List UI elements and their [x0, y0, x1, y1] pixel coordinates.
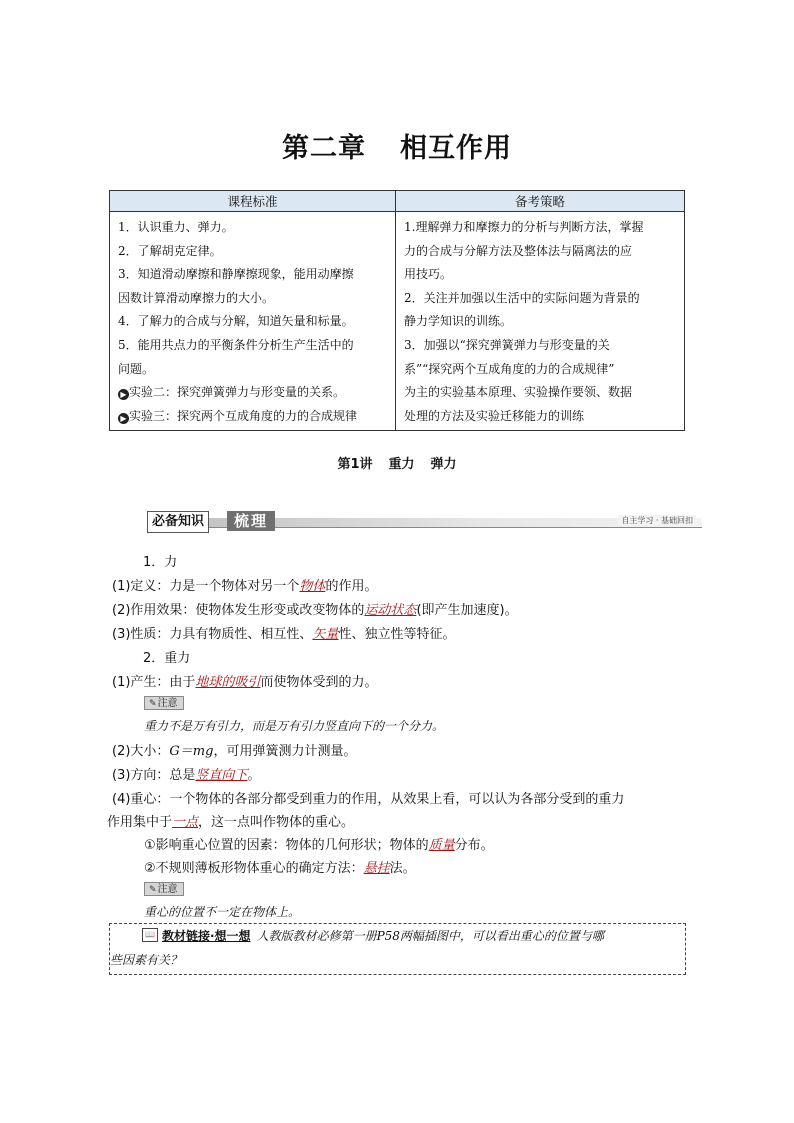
answer-blank: 运动状态 [364, 603, 417, 618]
standard-line: 因数计算滑动摩擦力的大小。 [118, 290, 275, 305]
answer-blank: 矢量 [312, 627, 339, 642]
experiment-line [118, 381, 389, 405]
answer-blank: 物体 [299, 579, 326, 594]
answer-blank: 悬挂 [363, 861, 390, 876]
strategy-line: 1.理解弹力和摩擦力的分析与判断方法，掌握 [404, 220, 644, 234]
strategy-line: 静力学知识的训练。 [404, 314, 513, 329]
textbook-link-text: 人教版教材必修第一册P58两幅插图中，可以看出重心的位置与哪 [256, 929, 604, 943]
banner-tag: 梳理 [227, 511, 275, 531]
exam-strategy-cell [396, 212, 685, 431]
chapter-name: 相互作用 [400, 133, 512, 164]
strategy-line: 处理的方法及实验迁移能力的训练 [404, 408, 585, 423]
experiment-bullet-icon: ▶ [118, 413, 129, 424]
text: (即产生加速度)。 [416, 603, 518, 618]
text: ，这一点叫作物体的重心。 [198, 815, 355, 830]
paragraph [112, 764, 260, 783]
standard-line: 4．了解力的合成与分解，知道矢量和标量。 [118, 314, 354, 329]
text: (1)产生：由于 [112, 675, 196, 690]
standard-line: 1．认识重力、弹力。 [118, 220, 234, 234]
lesson-topic-2: 弹力 [430, 457, 457, 472]
text: 。 [247, 768, 261, 783]
strategy-line: 系”“探究两个互成角度的力的合成规律” [404, 361, 615, 376]
paragraph [112, 740, 356, 759]
paragraph [144, 834, 494, 853]
answer-blank: 一点 [172, 815, 199, 830]
section-heading: 2．重力 [143, 651, 191, 666]
banner-subtitle: 自主学习 · 基础回扣 [618, 515, 696, 526]
section-heading: 1．力 [143, 555, 178, 570]
text: ②不规则薄板形物体重心的确定方法： [144, 861, 364, 876]
lesson-title [0, 453, 794, 472]
paragraph [107, 811, 354, 830]
curriculum-standard-cell [110, 212, 396, 431]
paragraph [112, 575, 377, 594]
text: 性、独立性等特征。 [338, 627, 456, 642]
header-curriculum-standard: 课程标准 [110, 191, 396, 212]
strategy-line: 2．关注并加强以生活中的实际问题为背景的 [404, 290, 640, 305]
note-pen-icon: ✎ [149, 699, 157, 709]
lesson-number: 第1讲 [337, 457, 373, 472]
text: (2)作用效果：使物体发生形变或改变物体的 [112, 603, 365, 618]
note-text: 重心的位置不一定在物体上。 [144, 905, 301, 919]
note-text: 重力不是万有引力，而是万有引力竖直向下的一个分力。 [144, 719, 445, 733]
experiment-bullet-icon: ▶ [118, 389, 129, 400]
text: 法。 [389, 861, 416, 876]
textbook-link-line [162, 927, 604, 944]
curriculum-table [109, 190, 685, 431]
standard-line: 问题。 [118, 361, 155, 376]
book-icon: 📖 [142, 928, 158, 942]
text: ，可用弹簧测力计测量。 [213, 744, 357, 759]
formula: G＝mg [169, 744, 214, 759]
standard-line: 2．了解胡克定律。 [118, 243, 222, 258]
strategy-line: 为主的实验基本原理、实验操作要领、数据 [404, 385, 633, 400]
text: 分布。 [454, 838, 494, 853]
paragraph [112, 599, 518, 618]
text: (3)性质：力具有物质性、相互性、 [112, 627, 313, 642]
paragraph [112, 671, 377, 690]
note-pen-icon: ✎ [149, 885, 157, 895]
strategy-line: 3．加强以“探究弹簧弹力与形变量的关 [404, 337, 610, 352]
textbook-link-box [109, 923, 686, 975]
answer-blank: 竖直向下 [195, 768, 248, 783]
textbook-link-label: 教材链接·想一想 [162, 929, 251, 943]
standard-line: 3．知道滑动摩擦和静摩擦现象，能用动摩擦 [118, 267, 354, 282]
chapter-title [0, 126, 794, 165]
header-exam-strategy: 备考策略 [396, 191, 685, 212]
answer-blank: 质量 [428, 838, 455, 853]
experiment-line [118, 405, 389, 429]
note-tag [144, 696, 184, 710]
answer-blank: 地球的吸引 [195, 675, 261, 690]
experiment-text: 实验二：探究弹簧弹力与形变量的关系。 [129, 385, 346, 400]
lesson-topic-1: 重力 [388, 457, 415, 472]
textbook-link-text-cont: 些因素有关？ [110, 953, 183, 967]
strategy-line: 力的合成与分解方法及整体法与隔离法的应 [404, 243, 633, 258]
note-tag-label: 注意 [157, 884, 178, 895]
paragraph: (4)重心：一个物体的各部分都受到重力的作用，从效果上看，可以认为各部分受到的重力 [112, 792, 625, 807]
note-tag-label: 注意 [157, 698, 178, 709]
text: 而使物体受到的力。 [260, 675, 378, 690]
paragraph [112, 623, 455, 642]
note-tag [144, 882, 184, 896]
chapter-number: 第二章 [282, 133, 366, 164]
strategy-line: 用技巧。 [404, 267, 453, 282]
text: (3)方向：总是 [112, 768, 196, 783]
text: 作用集中于 [107, 815, 173, 830]
paragraph [144, 857, 416, 876]
table-row [110, 212, 685, 431]
experiment-text: 实验三：探究两个互成角度的力的合成规律 [129, 408, 358, 423]
table-header-row [110, 191, 685, 212]
section-banner [147, 511, 702, 533]
banner-label: 必备知识 [147, 511, 209, 533]
standard-line: 5．能用共点力的平衡条件分析生产生活中的 [118, 337, 354, 352]
text: ①影响重心位置的因素：物体的几何形状；物体的 [144, 838, 429, 853]
text: (1)定义：力是一个物体对另一个 [112, 579, 300, 594]
text: (2)大小： [112, 744, 170, 759]
text: 的作用。 [325, 579, 378, 594]
